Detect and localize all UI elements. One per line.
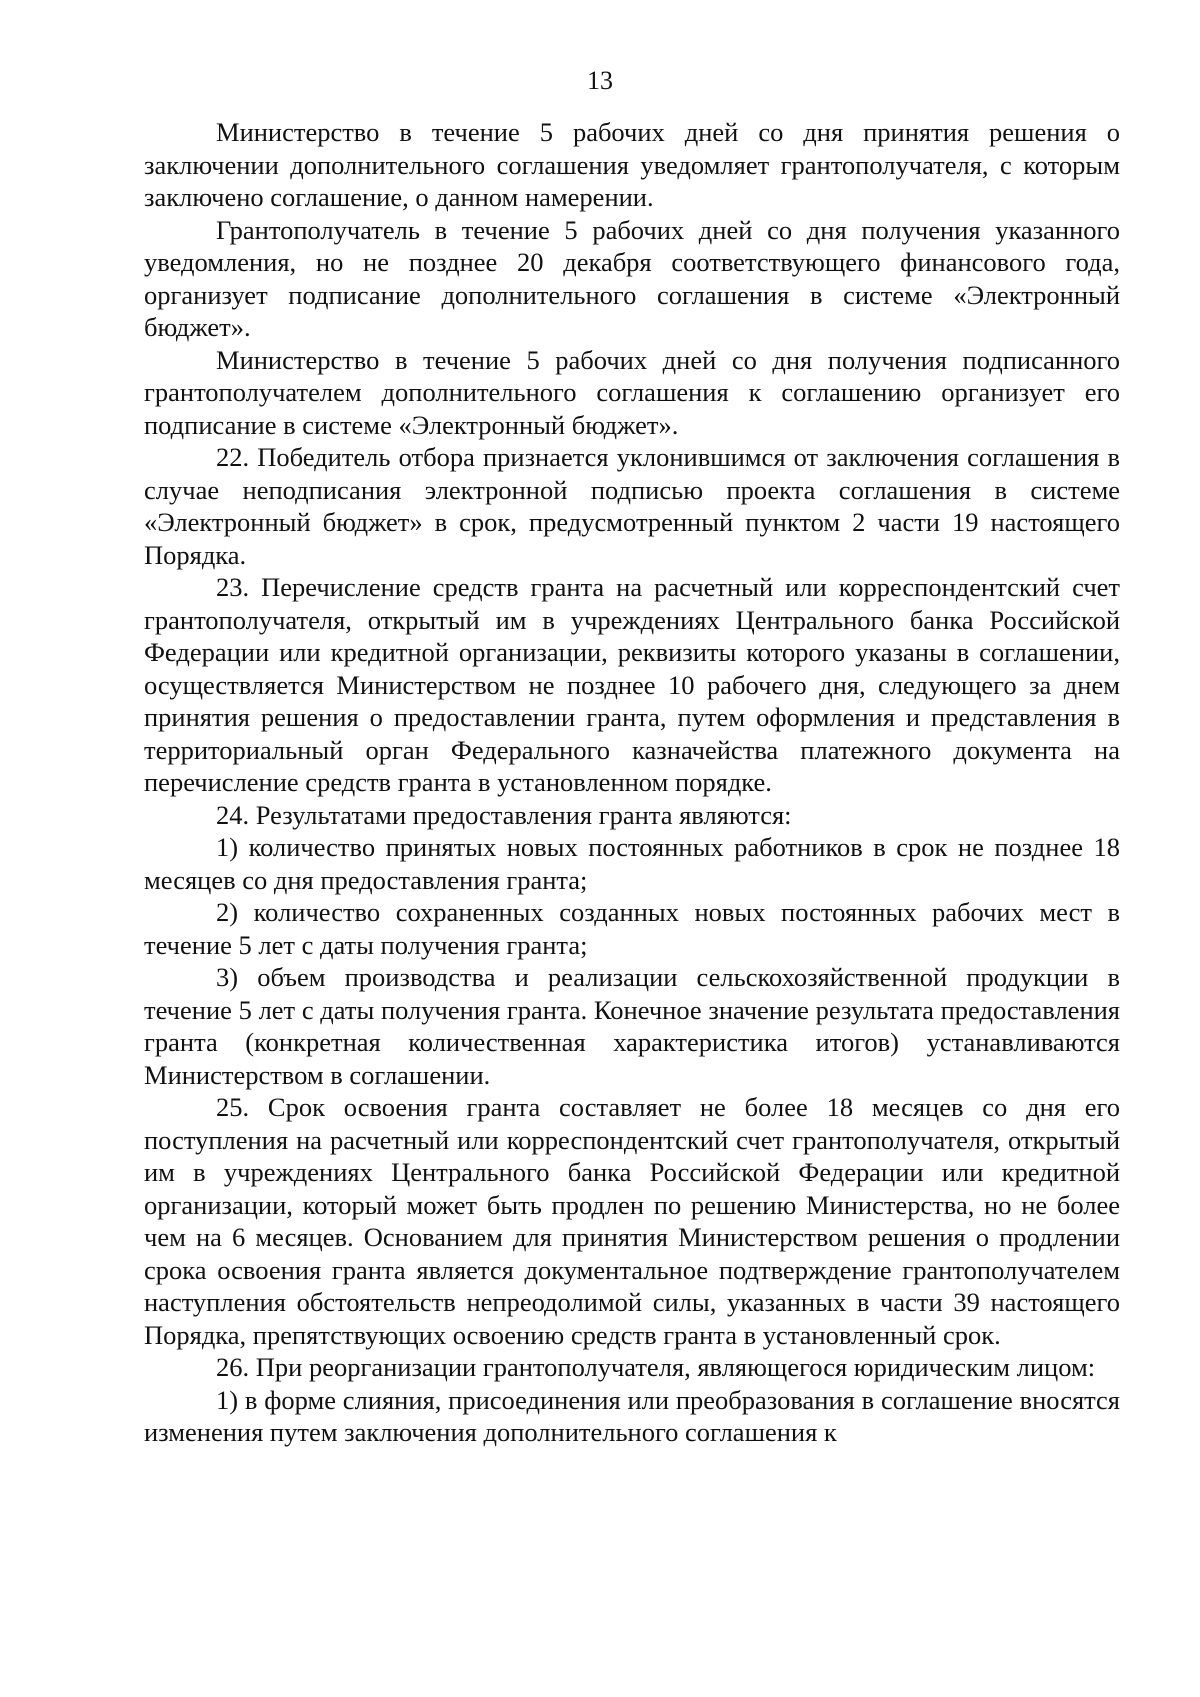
paragraph-24-item-1: 1) количество принятых новых постоянных работников в срок не позднее 18 месяцев со дня предоставления гранта; xyxy=(144,832,1120,895)
paragraph-24: 24. Результатами предоставления гранта являются: xyxy=(216,799,792,830)
paragraph-24-item-3: 3) объем производства и реализации сельскохозяйственной продукции в течение 5 лет с даты получения гранта. Конечное значение результата предоставления гранта (конкретная количественная характеристика итогов) устанавливаются Министерством в соглашении. xyxy=(144,962,1120,1090)
document-body xyxy=(144,116,1120,1449)
paragraph-grantee-signing: Грантополучатель в течение 5 рабочих дней со дня получения указанного уведомления, но не позднее 20 декабря соответствующего финансового года, организует подписание дополнительного соглашения в системе «Электронный бюджет». xyxy=(144,214,1120,342)
page-number: 13 xyxy=(587,66,613,95)
paragraph-ministry-signing: Министерство в течение 5 рабочих дней со дня получения подписанного грантополучателем дополнительного соглашения к соглашению организует его подписание в системе «Электронный бюджет». xyxy=(144,344,1120,440)
paragraph-23: 23. Перечисление средств гранта на расчетный или корреспондентский счет грантополучателя, открытый им в учреждениях Центрального банка Российской Федерации или кредитной организации, реквизиты которого указаны в соглашении, осуществляется Министерством не позднее 10 рабочего дня, следующего за днем принятия решения о предоставлении гранта, путем оформления и представления в территориальный орган Федерального казначейства платежного документа на перечисление средств гранта в установленном порядке. xyxy=(144,572,1120,797)
paragraph-26-item-1: 1) в форме слияния, присоединения или преобразования в соглашение вносятся изменения путем заключения дополнительного соглашения к xyxy=(144,1384,1120,1447)
paragraph-22: 22. Победитель отбора признается уклонившимся от заключения соглашения в случае неподписания электронной подписью проекта соглашения в системе «Электронный бюджет» в срок, предусмотренный пунктом 2 части 19 настоящего Порядка. xyxy=(144,442,1120,570)
paragraph-notification: Министерство в течение 5 рабочих дней со дня принятия решения о заключении дополнительного соглашения уведомляет грантополучателя, с которым заключено соглашение, о данном намерении. xyxy=(144,117,1120,212)
paragraph-26: 26. При реорганизации грантополучателя, являющегося юридическим лицом: xyxy=(216,1352,1096,1382)
paragraph-25: 25. Срок освоения гранта составляет не более 18 месяцев со дня его поступления на расчетный или корреспондентский счет грантополучателя, открытый им в учреждениях Центрального банка Российской Федерации или кредитной организации, который может быть продлен по решению Министерства, но не более чем на 6 месяцев. Основанием для принятия Министерством решения о продлении срока освоения гранта является документальное подтверждение грантополучателем наступления обстоятельств непреодолимой силы, указанных в части 39 настоящего Порядка, препятствующих освоению средств гранта в установленный срок. xyxy=(144,1092,1120,1350)
paragraph-24-item-2: 2) количество сохраненных созданных новых постоянных рабочих мест в течение 5 лет с даты получения гранта; xyxy=(144,897,1120,960)
